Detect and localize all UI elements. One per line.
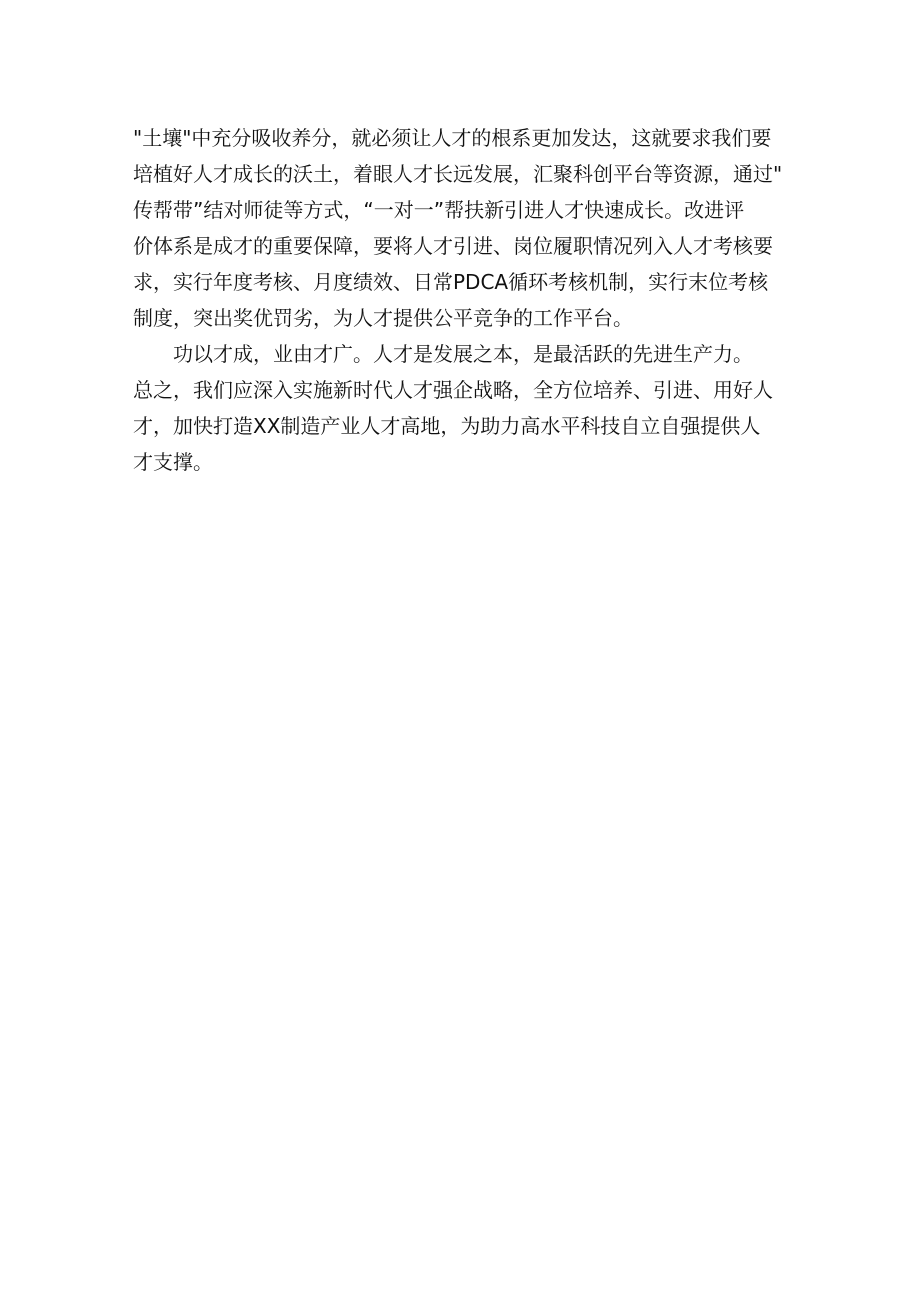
paragraph-2-line: 才支撑。 [133, 450, 213, 474]
paragraph-2-line: 功以才成，业由才广。人才是发展之本，是最活跃的先进生产力。 [133, 342, 753, 366]
paragraph-2-line: 总之，我们应深入实施新时代人才强企战略，全方位培养、引进、用好人 [133, 378, 773, 402]
paragraph-2-line: 才，加快打造XX制造产业人才高地，为助力高水平科技自立自强提供人 [133, 414, 761, 438]
paragraph-1-line: 求，实行年度考核、月度绩效、日常PDCA循环考核机制，实行末位考核 [133, 270, 769, 294]
paragraph-1-line: 传帮带”结对师徒等方式，“一对一”帮扶新引进人才快速成长。改进评 [133, 198, 745, 222]
paragraph-1 [133, 120, 783, 336]
paragraph-1-line: "土壤"中充分吸收养分，就必须让人才的根系更加发达，这就要求我们要 [133, 126, 772, 150]
paragraph-1-line: 价体系是成才的重要保障，要将人才引进、岗位履职情况列入人才考核要 [133, 234, 773, 258]
paragraph-2 [133, 336, 783, 480]
document-body [133, 120, 783, 480]
paragraph-1-line: 制度，突出奖优罚劣，为人才提供公平竞争的工作平台。 [133, 306, 633, 330]
paragraph-1-line: 培植好人才成长的沃土，着眼人才长远发展，汇聚科创平台等资源，通过" [133, 162, 783, 186]
